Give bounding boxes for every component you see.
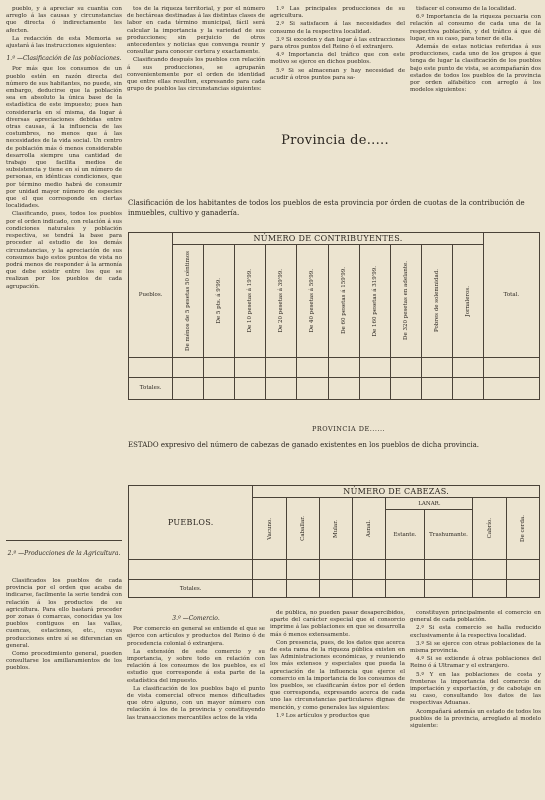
paragraph: 2.º Si esta comercio se halla reducido exclusivamente á la respectiva localidad. <box>410 625 541 639</box>
paragraph: Por más que los consumos de un pueblo estén en razón directa del número de sus habitantes, no puede, sin embargo, deducirse que la población sea en absoluto la única base de la estadística de este impuesto; pues han considerarla en sí misma, da lugar á diversas apreciaciones debidas entre otras causas, á la influencia de las costumbres, no menos que á las necesidades de la vida social. Un centro de población más ó menos considerable desarrolla siempre una cantidad de trabajo que facilita medios de subsistencia y tiene en sí un número de personas, en idénticas condiciones, que por término medio habrá de consumir por unidad mayor número de especies que el que corresponde en ciertas localidades. <box>6 66 122 210</box>
col-header: De ménos de 5 pesetas 50 céntimos <box>173 245 204 358</box>
top-column-3 <box>270 6 405 126</box>
col-header: Pobres de solemnidad. <box>421 245 452 358</box>
paragraph: La redacción de esta Memoria se ajustará á las instrucciones siguientes: <box>6 35 122 50</box>
top-column-4 <box>410 6 541 126</box>
paragraph: tos de la riqueza territorial, y por el número de hectáreas destinadas á las distintas clases de labor en cada término municipal, fácil será calcular la importancia y la variedad de sus producciones; sin perjuicio de otros antecedentes y noticias que convenga reunir y consultar para conocer certera y exactamente. <box>127 6 265 56</box>
top-column-2 <box>127 6 265 126</box>
page-title: Provincia de..... <box>281 133 389 148</box>
col-header: De 40 pesetas á 59'99. <box>297 245 328 358</box>
paragraph: Por comercio en general se entiende el que se ejerce con artículos y productos del Reino ó de procedencia colonial ó extranjera. <box>127 626 265 647</box>
paragraph: 2.º Si satisfacen á las necesidades del consumo de la respectiva localidad. <box>270 21 405 35</box>
table2-caption: ESTADO expresivo del número de cabezas de ganado existentes en los pueblos de dicha provincia. <box>128 441 480 449</box>
paragraph: Clasificando después los pueblos con relación á sus producciones, se agruparán convenientemente por el orden de identidad que entre ellas resulten, expresando para cada grupo de pueblos las circunstancias siguientes: <box>127 57 265 93</box>
paragraph: de pública, no pueden pasar desapercibidos, aparte del carácter especial que el consorcio imprime á las poblaciones en que se desarrolla más ó menos extensamente. <box>270 610 405 638</box>
contributors-group-header: NÚMERO DE CONTRIBUYENTES. <box>173 233 484 245</box>
bottom-column-3 <box>270 610 405 796</box>
lanar-sub-header: Estante. <box>386 510 424 560</box>
col-header: De 5 pts. á 9'99. <box>204 245 235 358</box>
paragraph: pueblo, y á apreciar su cuantía con arreglo á las causas y circunstancias que directa ó indirectamente les afecten. <box>6 6 122 34</box>
lanar-sub-header: Trashumante. <box>424 510 473 560</box>
bottom-column-1 <box>6 578 122 796</box>
paragraph: Con presencia, pues, de los datos que acerca de esta rama de la riqueza pública existen en las Administraciones económicas, y reuniendo los más extensos y especiales que pueda la apreciación de la influencia que ejerce el comercio en la importancia de los consumos de los pueblos, se clasificarán éstos por el órden que corresponda, expresando acerca de cada uno las circunstancias particulares dignas de mención, y como generales las siguientes: <box>270 639 405 711</box>
paragraph: constituyen principalmente el comercio en general de cada población. <box>410 610 541 624</box>
totals-label: Totales. <box>129 377 173 399</box>
divider <box>6 540 122 541</box>
paragraph: 4.º Importancia del tráfico que con este motivo se ejerce en dichos pueblos. <box>270 52 405 66</box>
paragraph: 4.º Si se extiende á otras poblaciones del Reino ó á Ultramar y el extranjero. <box>410 656 541 670</box>
paragraph: 3.º Si exceden y dan lugar á las extracciones para otros puntos del Reino ó el extranjero. <box>270 36 405 51</box>
bottom-column-2 <box>127 610 265 796</box>
totals-label: Totales. <box>129 580 253 598</box>
paragraph: Además de estas noticias referidas á sus producciones, cada uno de los grupos á que tenga de lugar la clasificación de los pueblos bajo este punto de vista, se acompañarán dos estados de todos los pueblos de la provincia por orden alfabético con arreglo á los modelos siguientes: <box>410 44 541 94</box>
paragraph: 1.º Los artículos y productos que <box>276 712 370 719</box>
paragraph: 6.º Importancia de la riqueza pecuaria con relación al consumo de cada una de la respectiva población, y del tráfico á que dé lugar, en su caso, para tener de ella. <box>410 14 541 42</box>
paragraph: 5.º Si se almacenan y hay necesidad de acudir á otros puntos para sa- <box>270 67 405 81</box>
paragraph: 5.º Y en las poblaciones de costa y fronteras la importancia del comercio de importación y exportación, y de cabotaje en su caso, consultando los datos de las respectivas Aduanas. <box>410 671 541 707</box>
col-header: De 60 pesetas á 159'99. <box>328 245 359 358</box>
col-header: De 20 pesetas á 39'99. <box>266 245 297 358</box>
table1-caption: Clasificación de los habitantes de todos los pueblos de esta provincia por órden de cuotas de la contribución de inmuebles, cultivo y ganadería. <box>128 199 525 217</box>
col-header: Mular. <box>319 498 352 560</box>
col-header: Asnal. <box>353 498 386 560</box>
province-subheading: PROVINCIA DE...... <box>312 425 386 433</box>
section-heading-2: 2.º —Producciones de la Agricultura. <box>7 550 121 557</box>
paragraph: 1.º Las principales producciones de su agricultura. <box>270 6 405 20</box>
livestock-table <box>128 485 540 598</box>
section-heading-1: 1.º —Clasificación de las poblaciones. <box>6 55 122 63</box>
col-header: De 10 pesetas á 19'99. <box>235 245 266 358</box>
col-header: Jornaleros. <box>452 245 483 358</box>
col-header: Caballar. <box>286 498 319 560</box>
col-header: Vacuno. <box>253 498 286 560</box>
col-header: De 160 pesetas á 319'99. <box>359 245 390 358</box>
paragraph: Como procedimiento general, pueden consultarse los amillaramientos de los pueblos. <box>6 651 122 672</box>
contributors-table <box>128 232 540 400</box>
paragraph: Clasificados los pueblos de cada provincia por el orden que acaba de indicarse, facilmente la serie tendrá con relación á los productos de su agricultura. Para ello bastará proceder por zonas ó comarcas, conocidas ya los pueblos contiguos en las vallas, cuencas, estaciones, etc., cuyas producciones entre sí se diferencian en general. <box>6 578 122 649</box>
heads-group-header: NÚMERO DE CABEZAS. <box>253 486 540 498</box>
col-header: De 320 pesetas en adelante. <box>390 245 421 358</box>
col-header: De cerda. <box>506 498 539 560</box>
empty-cell <box>129 357 173 377</box>
col-header: Cabrío. <box>473 498 506 560</box>
paragraph: La extensión de este comercio y su importancia, y sobre todo en relación con relación á los consumos de los pueblos, es el estudio que corresponde á esta parte de la estadística del impuesto. <box>127 648 265 684</box>
section-heading-3: 3.º —Comercio. <box>172 615 220 622</box>
top-column-1 <box>6 6 122 420</box>
lanar-header: LANAR. <box>386 498 473 510</box>
paragraph: Acompañará además un estado de todos los pueblos de la provincia, arreglado al modelo siguiente: <box>410 708 541 730</box>
bottom-column-4 <box>410 610 541 796</box>
paragraph: La clasificación de los pueblos bajo el punto de vista comercial ofrece menos dificultades que otro alguno, con un mayor número con relación á los de la provincia y constituyendo las transacciones mercantiles actos de la vida <box>127 685 265 721</box>
total-header: Total. <box>483 233 539 358</box>
pueblos-header: PUEBLOS. <box>129 486 253 560</box>
paragraph: 3.º Si se ejerce con otras poblaciones de la misma provincia. <box>410 640 541 655</box>
pueblos-header: Pueblos. <box>129 233 173 358</box>
paragraph: Clasificando, pues, todos los pueblos por el orden indicado, con relación á sus condiciones naturales y población respectiva, se tendrá la base para proceder al estudio de los demás circunstancias, y la apreciación de sus consumos bajo estos puntos de vista no podrá menos de responder á la armonía que debe existir entre los que se realizan por los pueblos de cada agrupación. <box>6 211 122 290</box>
paragraph: tisfacer el consumo de la localidad. <box>416 6 517 12</box>
